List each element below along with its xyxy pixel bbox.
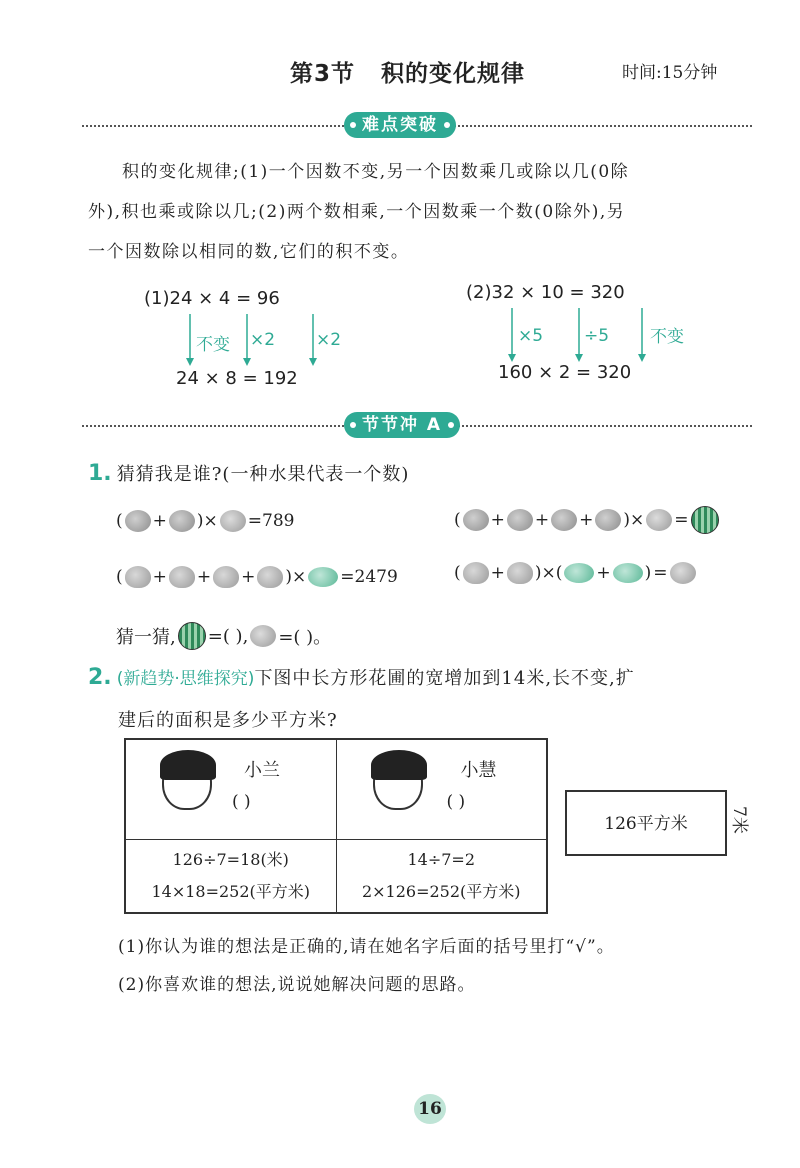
mango-icon	[613, 563, 643, 583]
example2-bottom: 160 × 2 = 320	[498, 362, 632, 383]
xiaolan-cell	[125, 739, 336, 839]
xiaohui-calc	[336, 839, 547, 913]
question-2-number: 2.	[88, 665, 112, 690]
fruit-equation-2: ( + + + )× =	[454, 506, 719, 534]
xiaolan-name: 小兰	[244, 760, 280, 781]
peach-icon	[507, 562, 533, 584]
sub-question-2: (2)你喜欢谁的想法,说说她解决问题的思路。	[118, 975, 476, 995]
fruit-equation-4-result: =	[653, 563, 668, 583]
example1-arrow-label-1: 不变	[196, 335, 230, 355]
orange-icon	[646, 509, 672, 531]
guess-prefix: 猜一猜,	[116, 627, 176, 648]
comparison-table	[124, 738, 548, 914]
watermelon-icon	[178, 622, 206, 650]
rule-line-2: 外),积也乘或除以几;(2)两个数相乘,一个因数乘一个数(0除外),另	[88, 202, 626, 222]
apple-icon	[507, 509, 533, 531]
section-title: 积的变化规律	[381, 61, 526, 87]
peach-icon	[463, 562, 489, 584]
fruit-equation-1: ( + )× =789	[116, 511, 295, 531]
garden-rectangle: 126平方米	[565, 790, 727, 856]
fruit-equation-1-result: =789	[247, 511, 295, 531]
orange-icon	[220, 510, 246, 532]
peach-icon	[125, 566, 151, 588]
mango-icon	[564, 563, 594, 583]
rule-line-1: 积的变化规律;(1)一个因数不变,另一个因数乘几或除以几(0除	[122, 162, 630, 182]
xiaohui-cell	[336, 739, 547, 839]
rule-paragraph	[88, 152, 758, 272]
example2-arrow-label-1: ×5	[518, 326, 544, 346]
guess-blank-watermelon[interactable]: =( ),	[207, 625, 249, 647]
xiaohui-calc-1: 14÷7=2	[407, 849, 476, 869]
orange-icon	[250, 625, 276, 647]
fruit-equation-3: ( + + + )× =2479	[116, 567, 398, 587]
page-number: 16	[414, 1094, 446, 1124]
guess-blank-orange[interactable]: =( )。	[278, 627, 332, 648]
xiaolan-calc-2: 14×18=252(平方米)	[151, 881, 311, 901]
garden-width-label: 7米	[729, 806, 749, 834]
section-divider-difficulty	[82, 112, 752, 140]
page-title	[290, 55, 525, 88]
example2-arrow-label-2: ÷5	[584, 326, 610, 346]
example2-top: (2)32 × 10 = 320	[466, 282, 625, 303]
example1-arrow-label-2: ×2	[250, 330, 276, 350]
guess-line	[116, 622, 331, 650]
rule-line-3: 一个因数除以相同的数,它们的积不变。	[88, 242, 410, 262]
question-2-heading	[88, 664, 768, 690]
section-number: 第3节	[290, 61, 356, 87]
xiaolan-calc	[125, 839, 336, 913]
peach-icon	[169, 566, 195, 588]
section-label-difficulty: 难点突破	[344, 112, 456, 138]
xiaolan-avatar	[162, 754, 212, 814]
section-divider-practice	[82, 412, 752, 440]
example1-top: (1)24 × 4 = 96	[144, 288, 280, 309]
apple-icon	[463, 509, 489, 531]
xiaohui-calc-2: 2×126=252(平方米)	[361, 881, 521, 901]
peach-icon	[213, 566, 239, 588]
question-1-text: 猜猜我是谁?(一种水果代表一个数)	[116, 464, 410, 485]
apple-icon	[125, 510, 151, 532]
question-2-text-line-2: 建后的面积是多少平方米?	[118, 710, 338, 731]
xiaolan-calc-1: 126÷7=18(米)	[172, 849, 289, 869]
fruit-equation-3-result: =2479	[340, 567, 398, 587]
question-2-tag: (新趋势·思维探究)	[116, 669, 255, 689]
example1-arrow-label-3: ×2	[316, 330, 342, 350]
xiaohui-name: 小慧	[460, 760, 497, 781]
time-limit: 时间:15分钟	[622, 63, 718, 83]
peach-icon	[257, 566, 283, 588]
sub-question-1: (1)你认为谁的想法是正确的,请在她名字后面的括号里打“√”。	[118, 937, 615, 957]
fruit-equation-4: ( + )×( + ) =	[454, 562, 696, 584]
xiaohui-check-blank[interactable]: ( )	[446, 792, 466, 812]
question-1-number: 1.	[88, 461, 112, 486]
watermelon-icon	[691, 506, 719, 534]
apple-icon	[551, 509, 577, 531]
question-2-text-line-1: 下图中长方形花圃的宽增加到14米,长不变,扩	[254, 668, 635, 689]
xiaohui-avatar	[373, 754, 423, 814]
mango-icon	[308, 567, 338, 587]
example1-bottom: 24 × 8 = 192	[176, 368, 298, 389]
orange-icon	[670, 562, 696, 584]
example2-arrow-label-3: 不变	[650, 327, 684, 347]
xiaolan-check-blank[interactable]: ( )	[232, 792, 251, 812]
apple-icon	[169, 510, 195, 532]
section-label-practice: 节节冲 A	[344, 412, 460, 438]
apple-icon	[595, 509, 621, 531]
question-1-heading	[88, 460, 409, 486]
